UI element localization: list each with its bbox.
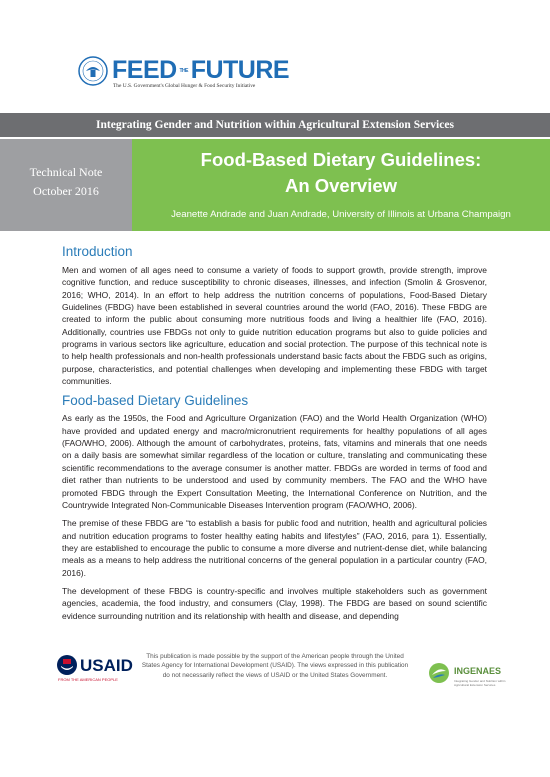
document-subtitle: An Overview bbox=[284, 175, 398, 196]
document-body bbox=[62, 244, 487, 628]
funding-disclaimer: This publication is made possible by the support of the American people through the United States Agency for International Development (USAID). The views expressed in this publication do not necessarily reflect the views of USAID or the United States Government. bbox=[141, 653, 409, 679]
note-date: October 2016 bbox=[33, 184, 99, 198]
paragraph: The development of these FBDG is country-specific and involves multiple stakeholders such as government agencies, academia, the food industry, and consumers (Clay, 1998). The FBDG are based on sound scientific evidence surrounding nutrition and its relationship with health and disease, and depending bbox=[62, 585, 487, 621]
ingenaes-logo bbox=[428, 660, 508, 700]
usaid-logo bbox=[56, 654, 133, 692]
logo-wordmark: FEED THE FUTURE bbox=[112, 56, 290, 84]
usaid-wordmark: USAID bbox=[80, 656, 133, 675]
ingenaes-leaf-icon bbox=[428, 662, 450, 684]
ingenaes-subtitle: Integrating Gender and Nutrition within Agricultural Extension Services bbox=[454, 679, 506, 687]
paragraph: Men and women of all ages need to consume a variety of foods to support growth, provide strength, improve cognitive function, and reduce susceptibility to chronic diseases, illnesses, and infection (Smolin & Grosvenor, 2016; WHO, 2014). In an effort to help address the nutrition concerns of populations, Food-Based Dietary Guidelines (FBDG) have been established in several countries around the world (FAO, 2016). These FBDG are created to inform the public about consuming more nutritious foods and living a healthier life (FAO, 2016). Additionally, countries use FBDGs not only to guide nutrition education programs but also to guide policies and programs in various sectors like agriculture, education and social protection. The purpose of this technical note is to help health professionals and non-health professionals understand basic facts about the FBDG such as origins, purpose, characteristics, and potential challenges when developing and implementing these FBDG with target communities. bbox=[62, 265, 487, 387]
authors: Jeanette Andrade and Juan Andrade, University of Illinois at Urbana Champaign bbox=[171, 209, 511, 220]
title-box bbox=[132, 139, 550, 231]
logo-tagline: The U.S. Government's Global Hunger & Food Security Initiative bbox=[113, 83, 256, 89]
usaid-tagline: FROM THE AMERICAN PEOPLE bbox=[58, 677, 118, 682]
program-banner: Integrating Gender and Nutrition within Agricultural Extension Services bbox=[0, 113, 550, 137]
technical-note-box bbox=[0, 139, 132, 231]
section-heading-fbdg: Food-based Dietary Guidelines bbox=[62, 393, 249, 409]
us-government-seal-icon bbox=[78, 56, 108, 86]
feed-the-future-logo bbox=[78, 56, 318, 96]
note-type: Technical Note bbox=[29, 165, 103, 179]
paragraph: The premise of these FBDG are “to establish a basis for public food and nutrition, health and agricultural policies and nutrition education programs to foster healthy eating habits and lifestyles” (FAO, 2016, para 1). Essentially, they are established to encourage the public to consume a more diverse and nutrient-dense diet, while balancing meals as a means to help address the nutritional concerns of the general population in a particular country (FAO, 2016). bbox=[62, 518, 487, 578]
ingenaes-wordmark: INGENAES bbox=[454, 666, 502, 676]
paragraph: As early as the 1950s, the Food and Agriculture Organization (FAO) and the World Health Organization (WHO) have provided and updated energy and macro/micronutrient requirements for healthy populations of all ages (FAO/WHO, 2006). Although the amount of carbohydrates, proteins, fats, vitamins and minerals that one needs on a daily basis are somewhat similar regardless of the location or culture, translating and communicating these scientific recommendations to the average consumer is another matter. FBDGs are worded in terms of food and diet rather than nutrients to be understood and used by community members. The FAO and the WHO have promoted FBDG through the Expert Consultation Meeting, the International Conference on Nutrition, and the Countrywide Integrated Non-Communicable Diseases Intervention program (FAO/WHO, 2006). bbox=[62, 413, 487, 510]
usaid-seal-icon bbox=[56, 654, 78, 676]
document-title: Food-Based Dietary Guidelines: bbox=[200, 149, 482, 170]
section-heading-introduction: Introduction bbox=[62, 244, 133, 259]
